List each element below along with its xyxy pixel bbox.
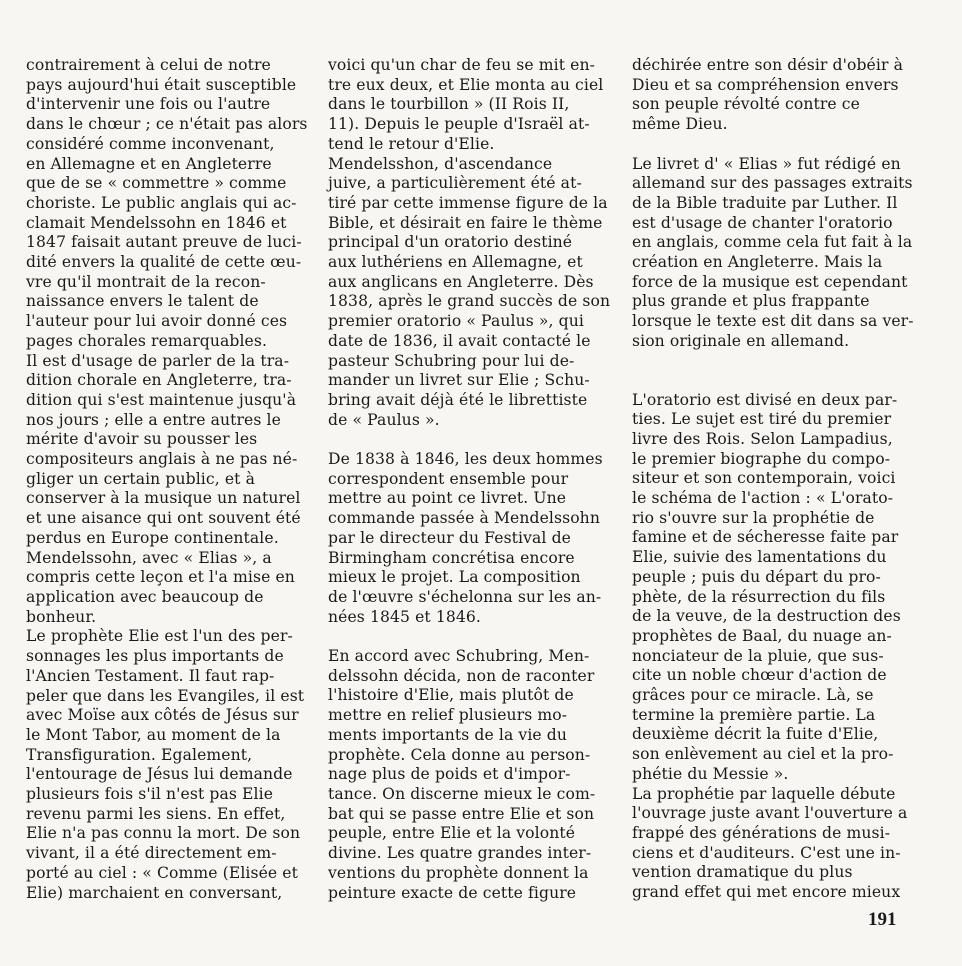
text-column-2 xyxy=(328,56,616,903)
paragraph: voici qu'un char de feu se mit en- tre eux deux, et Elie monta au ciel dans le tourbillon » (II Rois II, 11). Depuis le peuple d'Israël at- tend le retour d'Elie. xyxy=(328,56,604,153)
paragraph: contrairement à celui de notre pays aujourd'hui était susceptible d'intervenir une fois ou l'autre dans le chœur ; ce n'était pas alors considéré comme inconvenant, en Allemagne et en Angleterre que de se « commettre » comme choriste. Le public anglais qui ac- clamait Mendelssohn en 1846 et 1847 faisait autant preuve de luci- dité envers la qualité de cette œu- vre qu'il montrait de la recon- naissance envers le talent de l'auteur pour lui avoir donné ces pages chorales remarquables. xyxy=(26,56,308,350)
page-number: 191 xyxy=(868,909,897,930)
paragraph: Mendelsshon, d'ascendance juive, a particulièrement été at- tiré par cette immense figure de la Bible, et désirait en faire le thème principal d'un oratorio destiné aux luthériens en Allemagne, et aux anglicans en Angleterre. Dès 1838, après le grand succès de son premier oratorio « Paulus », qui date de 1836, il avait contacté le pasteur Schubring pour lui de- mander un livret sur Elie ; Schu- bring avait déjà été le librettiste de « Paulus ». xyxy=(328,154,611,429)
paragraph: L'oratorio est divisé en deux par- ties. Le sujet est tiré du premier livre des Rois. Selon Lampadius, le premier biographe du compo- siteur et son contemporain, voici le schéma de l'action : « L'orato- rio s'ouvre sur la prophétie de famine et de sécheresse faite par Elie, suivie des lamentations du peuple ; puis du départ du pro- phète, de la résurrection du fils de la veuve, de la destruction des prophètes de Baal, du nuage an- nonciateur de la pluie, que sus- cite un noble chœur d'action de grâces pour ce miracle. Là, se termine la première partie. La deuxième décrit la fuite d'Elie, son enlèvement au ciel et la pro- phétie du Messie ». xyxy=(632,390,901,783)
text-column-3 xyxy=(632,56,920,903)
paragraph: Le livret d' « Elias » fut rédigé en allemand sur des passages extraits de la Bible traduite par Luther. Il est d'usage de chanter l'oratorio en anglais, comme cela fut fait à la création en Angleterre. Mais la force de la musique est cependant plus grande et plus frappante lorsque le texte est dit dans sa ver- sion originale en allemand. xyxy=(632,154,914,350)
paragraph: Le prophète Elie est l'un des per- sonnages les plus importants de l'Ancien Testament. Il faut rap- peler que dans les Evangiles, il est avec Moïse aux côtés de Jésus sur le Mont Tabor, au moment de la Transfiguration. Egalement, l'entourage de Jésus lui demande plusieurs fois s'il n'est pas Elie revenu parmi les siens. En effet, Elie n'a pas connu la mort. De son vivant, il a été directement em- porté au ciel : « Comme (Elisée et Elie) marchaient en conversant, xyxy=(26,627,305,902)
text-column-1 xyxy=(26,56,314,903)
paragraph: En accord avec Schubring, Men- delssohn décida, non de raconter l'histoire d'Elie, mais plutôt de mettre en relief plusieurs mo- ments importants de la vie du prophète. Cela donne au person- nage plus de poids et d'impor- tance. On discerne mieux le com- bat qui se passe entre Elie et son peuple, entre Elie et la volonté divine. Les quatre grandes inter- ventions du prophète donnent la peinture exacte de cette figure xyxy=(328,647,596,902)
paragraph: De 1838 à 1846, les deux hommes correspondent ensemble pour mettre au point ce livret. Une commande passée à Mendelssohn par le directeur du Festival de Birmingham concrétisa encore mieux le projet. La composition de l'œuvre s'échelonna sur les an- nées 1845 et 1846. xyxy=(328,450,603,626)
paragraph: déchirée entre son désir d'obéir à Dieu et sa compréhension envers son peuple révolté contre ce même Dieu. xyxy=(632,56,903,134)
paragraph: La prophétie par laquelle débute l'ouvrage juste avant l'ouverture a frappé des générations de musi- ciens et d'auditeurs. C'est une in- vention dramatique du plus grand effet qui met encore mieux xyxy=(632,784,908,902)
paragraph: Il est d'usage de parler de la tra- dition chorale en Angleterre, tra- dition qui s'est maintenue jusqu'à nos jours ; elle a entre autres le mérite d'avoir su pousser les compositeurs anglais à ne pas né- gliger un certain public, et à conserver à la musique un naturel et une aisance qui ont souvent été perdus en Europe continentale. Mendelssohn, avec « Elias », a compris cette leçon et l'a mise en application avec beaucoup de bonheur. xyxy=(26,351,301,626)
